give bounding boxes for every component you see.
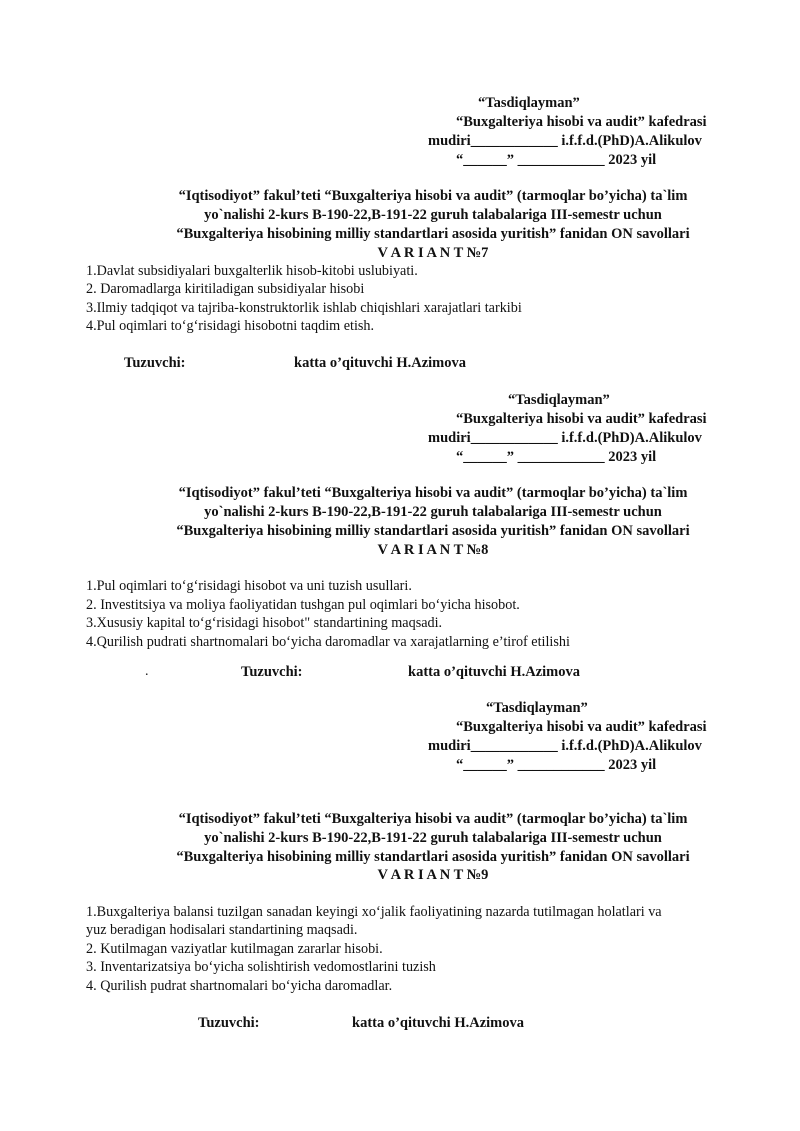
approval-head-line: mudiri____________ i.f.f.d.(PhD)A.Alikulov — [428, 430, 702, 446]
approval-title: “Tasdiqlayman” — [486, 700, 588, 716]
compiler-name: katta o’qituvchi H.Azimova — [352, 1015, 524, 1031]
approval-title: “Tasdiqlayman” — [478, 95, 580, 111]
approval-department: “Buxgalteriya hisobi va audit” kafedrasi — [456, 719, 707, 735]
variant-number: V A R I A N T №9 — [377, 867, 489, 883]
question-item: 3. Inventarizatsiya bo‘yicha solishtirish vedomostlarini tuzish — [86, 959, 436, 975]
approval-date-line: “______” ____________ 2023 yil — [456, 757, 657, 773]
approval-head-line: mudiri____________ i.f.f.d.(PhD)A.Alikulov — [428, 133, 702, 149]
question-item: 2. Kutilmagan vaziyatlar kutilmagan zararlar hisobi. — [86, 941, 383, 957]
approval-head-line: mudiri____________ i.f.f.d.(PhD)A.Alikulov — [428, 738, 702, 754]
question-item: 2. Daromadlarga kiritiladigan subsidiyalar hisobi — [86, 281, 365, 297]
header-line-2: yo`nalishi 2-kurs B-190-22,B-191-22 guruh talabalariga III-semestr uchun — [204, 830, 662, 846]
compiler-name: katta o’qituvchi H.Azimova — [294, 355, 466, 371]
variant-number: V A R I A N T №7 — [377, 245, 489, 261]
compiler-label: Tuzuvchi: — [241, 664, 303, 680]
header-line-1: “Iqtisodiyot” fakul’teti “Buxgalteriya hisobi va audit” (tarmoqlar bo’yicha) ta`lim — [178, 811, 688, 827]
approval-date-line: “______” ____________ 2023 yil — [456, 449, 657, 465]
compiler-name: katta o’qituvchi H.Azimova — [408, 664, 580, 680]
question-item: 1.Pul oqimlari to‘g‘risidagi hisobot va uni tuzish usullari. — [86, 578, 412, 594]
question-item: 2. Investitsiya va moliya faoliyatidan tushgan pul oqimlari bo‘yicha hisobot. — [86, 597, 520, 613]
compiler-label: Tuzuvchi: — [198, 1015, 260, 1031]
header-line-1: “Iqtisodiyot” fakul’teti “Buxgalteriya hisobi va audit” (tarmoqlar bo’yicha) ta`lim — [178, 188, 688, 204]
variant-number: V A R I A N T №8 — [377, 542, 489, 558]
question-item: 3.Ilmiy tadqiqot va tajriba-konstruktorlik ishlab chiqishlari xarajatlari tarkibi — [86, 300, 522, 316]
question-item: 4.Qurilish pudrati shartnomalari bo‘yicha daromadlar va xarajatlarning e’tirof etilishi — [86, 634, 570, 650]
question-item: yuz beradigan hodisalari standartining maqsadi. — [86, 922, 358, 938]
question-item: 1.Buxgalteriya balansi tuzilgan sanadan keyingi xo‘jalik faoliyatining nazarda tutilmagan holatlari va — [86, 904, 662, 920]
approval-department: “Buxgalteriya hisobi va audit” kafedrasi — [456, 114, 707, 130]
question-item: 4.Pul oqimlari to‘g‘risidagi hisobotni taqdim etish. — [86, 318, 375, 334]
question-item: 3.Xususiy kapital to‘g‘risidagi hisobot" standartining maqsadi. — [86, 615, 443, 631]
approval-date-line: “______” ____________ 2023 yil — [456, 152, 657, 168]
header-line-2: yo`nalishi 2-kurs B-190-22,B-191-22 guruh talabalariga III-semestr uchun — [204, 504, 662, 520]
header-line-3: “Buxgalteriya hisobining milliy standartlari asosida yuritish” fanidan ON savollari — [176, 849, 690, 865]
approval-department: “Buxgalteriya hisobi va audit” kafedrasi — [456, 411, 707, 427]
header-line-3: “Buxgalteriya hisobining milliy standartlari asosida yuritish” fanidan ON savollari — [176, 226, 690, 242]
header-line-3: “Buxgalteriya hisobining milliy standartlari asosida yuritish” fanidan ON savollari — [176, 523, 690, 539]
header-line-1: “Iqtisodiyot” fakul’teti “Buxgalteriya hisobi va audit” (tarmoqlar bo’yicha) ta`lim — [178, 485, 688, 501]
question-item: 4. Qurilish pudrat shartnomalari bo‘yicha daromadlar. — [86, 978, 393, 994]
approval-title: “Tasdiqlayman” — [508, 392, 610, 408]
compiler-label: Tuzuvchi: — [124, 355, 186, 371]
header-line-2: yo`nalishi 2-kurs B-190-22,B-191-22 guruh talabalariga III-semestr uchun — [204, 207, 662, 223]
question-item: 1.Davlat subsidiyalari buxgalterlik hisob-kitobi uslubiyati. — [86, 263, 418, 279]
stray-dot: . — [145, 664, 149, 679]
